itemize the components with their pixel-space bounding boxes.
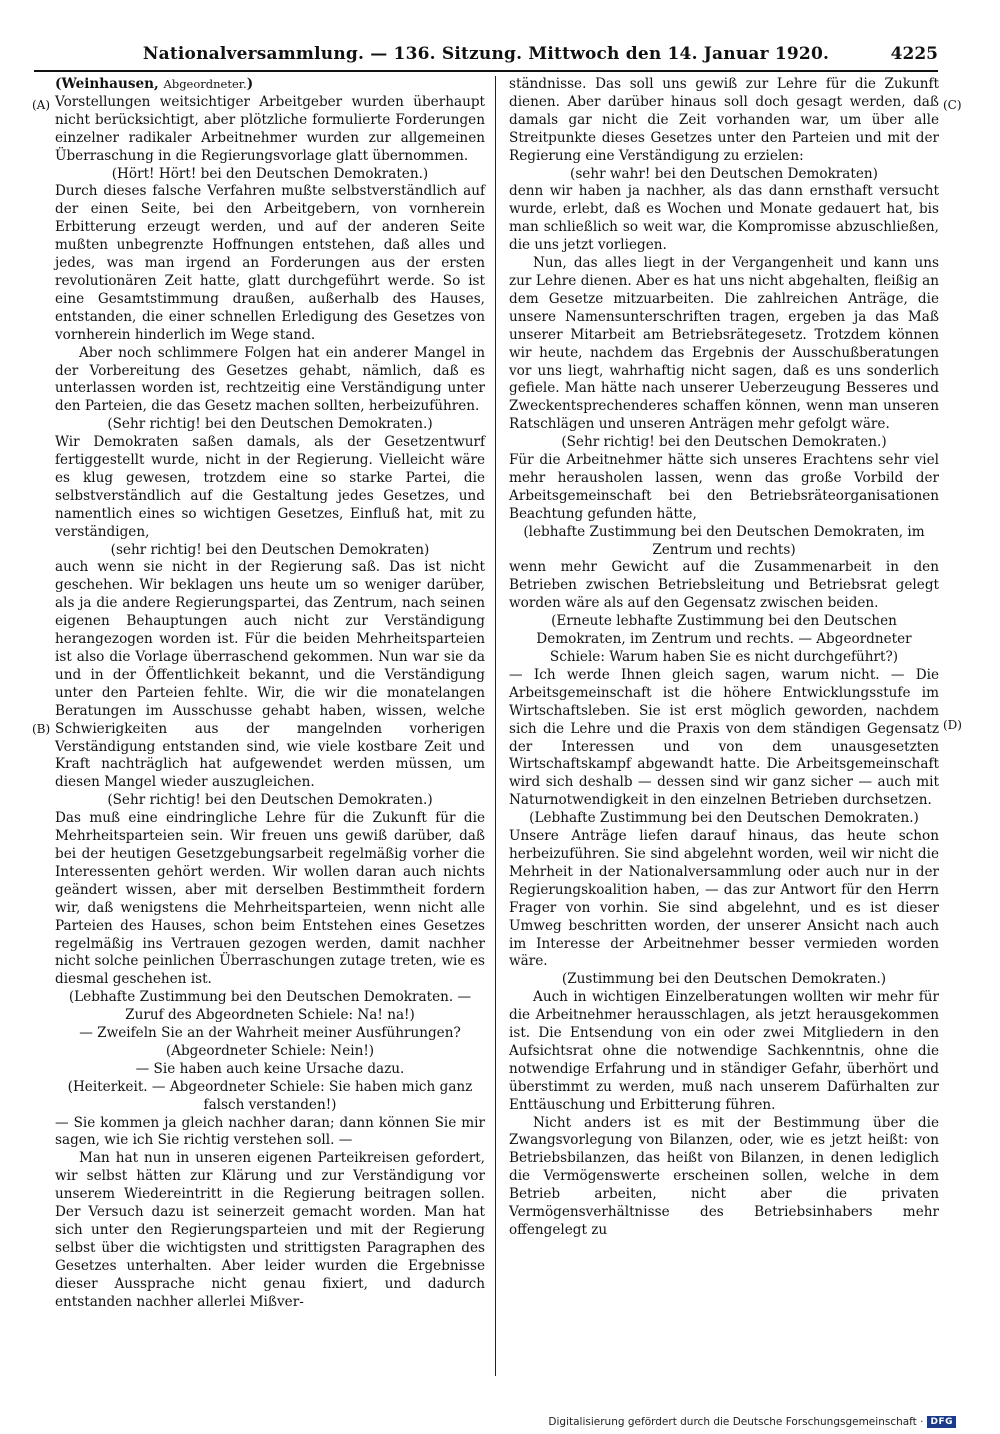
- speech-paragraph: Aber noch schlimmere Folgen hat ein anderer Mangel in der Vorbereitung des Gesetzes gehabt, nämlich, daß es unterlassen worden ist, rechtzeitig eine Verständigung unter den Parteien, die das Gesetz machen sollten, herbeizuführen.: [55, 344, 485, 415]
- interjection: (Erneute lebhafte Zustimmung bei den Deutschen Demokraten, im Zentrum und rechts. — Abgeordneter Schiele: Warum haben Sie es nicht durchgeführt?): [536, 613, 912, 665]
- speaker-name: Weinhausen,: [61, 76, 159, 92]
- footer-text: Digitalisierung gefördert durch die Deutsche Forschungsgemeinschaft ·: [548, 1416, 924, 1428]
- speech-paragraph: Für die Arbeitnehmer hätte sich unseres Erachtens sehr viel mehr herausholen lassen, wenn das große Vorbild der Arbeitsgemeinschaft bei den Betriebsräteorganisationen Beachtung gefunden hätte,: [509, 452, 939, 522]
- interjection: (Hört! Hört! bei den Deutschen Demokraten.): [111, 165, 429, 182]
- interjection: (sehr wahr! bei den Deutschen Demokraten): [570, 165, 878, 182]
- speech-paragraph: Auch in wichtigen Einzelberatungen wollten wir mehr für die Arbeitnehmer herausschlagen, als jetzt herausgekommen ist. Die Entsendung von ein oder zwei Mitgliedern in den Aufsichtsrat ohne die notwendige Sachkenntnis, ohne die notwendige Erfahrung und in ständiger Gefahr, überhört und überstimmt zu werden, muß nach unserem Dafürhalten zur Enttäuschung und Erbitterung führen.: [509, 989, 939, 1113]
- speech-paragraph: Das muß eine eindringliche Lehre für die Zukunft für die Mehrheitsparteien sein. Wir freuen uns gewiß darüber, daß bei der heutigen Gesetzgebungsarbeit regelmäßig vorher die Interessenten gehört werden. Wir wollen daran auch nichts geändert wissen, aber mit derselben Bestimmtheit fordern wir, daß wenigstens die Mehrheitsparteien, wenn nicht alle Parteien des Hauses, schon beim Entstehen eines Gesetzes regelmäßig ins Vertrauen gezogen werden, damit nachher nicht solche peinlichen Überraschungen zutage treten, wie es diesmal geschehen ist.: [55, 810, 485, 988]
- dfg-logo: DFG: [927, 1416, 956, 1428]
- interjection: (Lebhafte Zustimmung bei den Deutschen Demokraten. — Zuruf des Abgeordneten Schiele: Na! na!): [68, 989, 472, 1024]
- interjection: — Sie haben auch keine Ursache dazu.: [135, 1060, 405, 1077]
- margin-marker-d: (D): [943, 718, 962, 732]
- speech-paragraph: Man hat nun in unseren eigenen Parteikreisen gefordert, wir selbst hätten zur Klärung und zur Verständigung vor unserem Wiedereintritt in die Regierung beitragen sollen. Der Versuch dazu ist seinerzeit gemacht worden. Man hat sich unter den Regierungsparteien und mit der Regierung selbst über die wichtigsten und strittigsten Paragraphen des Gesetzes unterhalten. Aber leider wurden die Ergebnisse dieser Aussprache nicht genau fixiert, und dadurch entstanden nachher allerlei Mißver-: [55, 1150, 485, 1310]
- margin-marker-c: (C): [943, 98, 962, 112]
- speech-paragraph: ständnisse. Das soll uns gewiß zur Lehre für die Zukunft dienen. Aber darüber hinaus soll doch gesagt werden, daß damals gar nicht die Zeit vorhanden war, um über alle Streitpunkte dieses Gesetzes unter den Parteien und mit der Regierung eine Verständigung zu erzielen:: [509, 76, 939, 164]
- speech-paragraph: auch wenn sie nicht in der Regierung saß. Das ist nicht geschehen. Wir beklagen uns heute um so weniger darüber, als ja die andere Regierungspartei, das Zentrum, nach seinen eigenen Behauptungen auch nicht zur Verständigung herangezogen worden ist. Für die beiden Mehrheitsparteien ist also die Vorlage überraschend gekommen. Nun war sie da und in der Öffentlichkeit bekannt, und die Verständigung unter den Parteien fehlte. Wir, die wir die monatelangen Beratungen im Ausschusse gehabt haben, wissen, welche Schwierigkeiten aus der mangelnden vorherigen Verständigung entstanden sind, wie viele kostbare Zeit und Kraft nachträglich hat aufgewendet werden müssen, um diesen Mangel wieder auszugleichen.: [55, 559, 485, 791]
- footer-credit: [548, 1416, 956, 1428]
- column-divider: [495, 76, 496, 1376]
- left-column: [55, 76, 485, 1312]
- interjection: (Zustimmung bei den Deutschen Demokraten.): [561, 971, 887, 988]
- interjection: (Sehr richtig! bei den Deutschen Demokraten.): [107, 792, 433, 809]
- page-number: 4225: [890, 44, 938, 64]
- interjection: (Sehr richtig! bei den Deutschen Demokraten.): [107, 416, 433, 433]
- speech-paragraph: Vorstellungen weitsichtiger Arbeitgeber wurden überhaupt nicht berücksichtigt, aber plötzliche formulierte Forderungen einzelner radikaler Arbeitnehmer wurden zur allgemeinen Überraschung in die Regierungsvorlage glatt übernommen.: [55, 93, 485, 164]
- speaker-role: Abgeordneter.: [163, 77, 247, 91]
- interjection: — Zweifeln Sie an der Wahrheit meiner Ausführungen?: [79, 1025, 461, 1042]
- speech-paragraph: Unsere Anträge liefen darauf hinaus, das heute schon herbeizuführen. Sie sind abgelehnt worden, weil wir nicht die Mehrheit in der Nationalversammlung oder auch nur in der Regierungskoalition haben, — das zur Antwort für den Herrn Frager von vorhin. Sie sind abgelehnt, und es ist dieser Umweg beschritten worden, der unserer Ansicht nach auch im Interesse der Arbeitnehmer besser vermieden worden wäre.: [509, 828, 939, 970]
- speech-paragraph: wenn mehr Gewicht auf die Zusammenarbeit in den Betrieben zwischen Betriebsleitung und Betriebsrat gelegt worden wäre als auf den Gegensatz zwischen beiden.: [509, 559, 939, 612]
- speech-paragraph: — Sie kommen ja gleich nachher daran; dann können Sie mir sagen, wie ich Sie richtig verstehen soll. —: [55, 1114, 485, 1149]
- speech-paragraph: Wir Demokraten saßen damals, als der Gesetzentwurf fertiggestellt wurde, nicht in der Regierung. Vielleicht wäre es klug gewesen, trotzdem eine so starke Partei, die selbstverständlich auf die Gestaltung jedes Gesetzes, und namentlich eines so wichtigen Gesetzes, Einfluß hat, mit zu verständigen,: [55, 434, 485, 540]
- interjection: (Sehr richtig! bei den Deutschen Demokraten.): [561, 434, 887, 451]
- interjection: (Abgeordneter Schiele: Nein!): [165, 1042, 375, 1059]
- page-header: [34, 44, 938, 72]
- speech-paragraph: Nicht anders ist es mit der Bestimmung über die Zwangsvorlegung von Bilanzen, oder, wie es jetzt heißt: von Betriebsbilanzen, das heißt von Bilanzen, in denen lediglich die Vermögenswerte erscheinen sollen, welche in dem Betrieb arbeiten, nicht aber die privaten Vermögensverhältnisse des Betriebsinhabers mehr offengelegt zu: [509, 1114, 939, 1238]
- speaker-heading: (Weinhausen, Abgeordneter.): [55, 76, 254, 92]
- speech-paragraph: denn wir haben ja nachher, als das dann ernsthaft versucht wurde, erlebt, daß es Wochen und Monate gedauert hat, bis man schließlich so weit war, die Kompromisse abzuschließen, die uns jetzt vorliegen.: [509, 183, 939, 254]
- right-column: [509, 76, 939, 1240]
- interjection: (lebhafte Zustimmung bei den Deutschen Demokraten, im Zentrum und rechts): [523, 523, 925, 558]
- speech-paragraph: — Ich werde Ihnen gleich sagen, warum nicht. — Die Arbeitsgemeinschaft ist die höhere Entwicklungsstufe im Wirtschaftsleben. Sie ist erst möglich geworden, nachdem sich die Lehre und die Praxis von dem ständigen Gegensatz der Interessen und von dem unausgesetzten Wirtschaftskampf abgewandt hatte. Die Arbeitsgemeinschaft wird sich deshalb — dessen sind wir ganz sicher — auch mit Naturnotwendigkeit in den einzelnen Betrieben durchsetzen.: [509, 666, 939, 809]
- speech-paragraph: Nun, das alles liegt in der Vergangenheit und kann uns zur Lehre dienen. Aber es hat uns nicht abgehalten, fleißig an dem Gesetze mitzuarbeiten. Die zahlreichen Anträge, die unsere Namensunterschriften tragen, ergeben ja das Maß unserer Mitarbeit am Betriebsrätegesetz. Trotzdem können wir heute, nachdem das Ergebnis der Ausschußberatungen vor uns liegt, wahrhaftig nicht sagen, daß es uns sonderlich gefiele. Man hätte nach unserer Ueberzeugung Besseres und Zweckentsprechenderes schaffen können, wenn man unseren Ratschlägen und unseren Anträgen mehr gefolgt wäre.: [509, 255, 939, 433]
- interjection: (Lebhafte Zustimmung bei den Deutschen Demokraten.): [529, 810, 919, 827]
- interjection: (Heiterkeit. — Abgeordneter Schiele: Sie haben mich ganz falsch verstanden!): [67, 1078, 473, 1113]
- speech-paragraph: Durch dieses falsche Verfahren mußte selbstverständlich auf der einen Seite, bei den Arbeitgebern, von vornherein Erbitterung erzeugt werden, und auf der anderen Seite mußten unbegrenzte Hoffnungen entstehen, daß alles und jedes, was man irgend an Forderungen aus der ersten revolutionären Zeit hatte, glatt durchgeführt werde. So ist eine Gesamtstimmung draußen, außerhalb des Hauses, entstanden, die einer schnellen Erledigung des Gesetzes von vornherein hinderlich im Wege stand.: [55, 183, 485, 343]
- margin-marker-a: (A): [32, 98, 51, 112]
- running-title: Nationalversammlung. — 136. Sitzung. Mittwoch den 14. Januar 1920.: [142, 44, 830, 64]
- margin-marker-b: (B): [32, 722, 51, 736]
- interjection: (sehr richtig! bei den Deutschen Demokraten): [110, 541, 430, 558]
